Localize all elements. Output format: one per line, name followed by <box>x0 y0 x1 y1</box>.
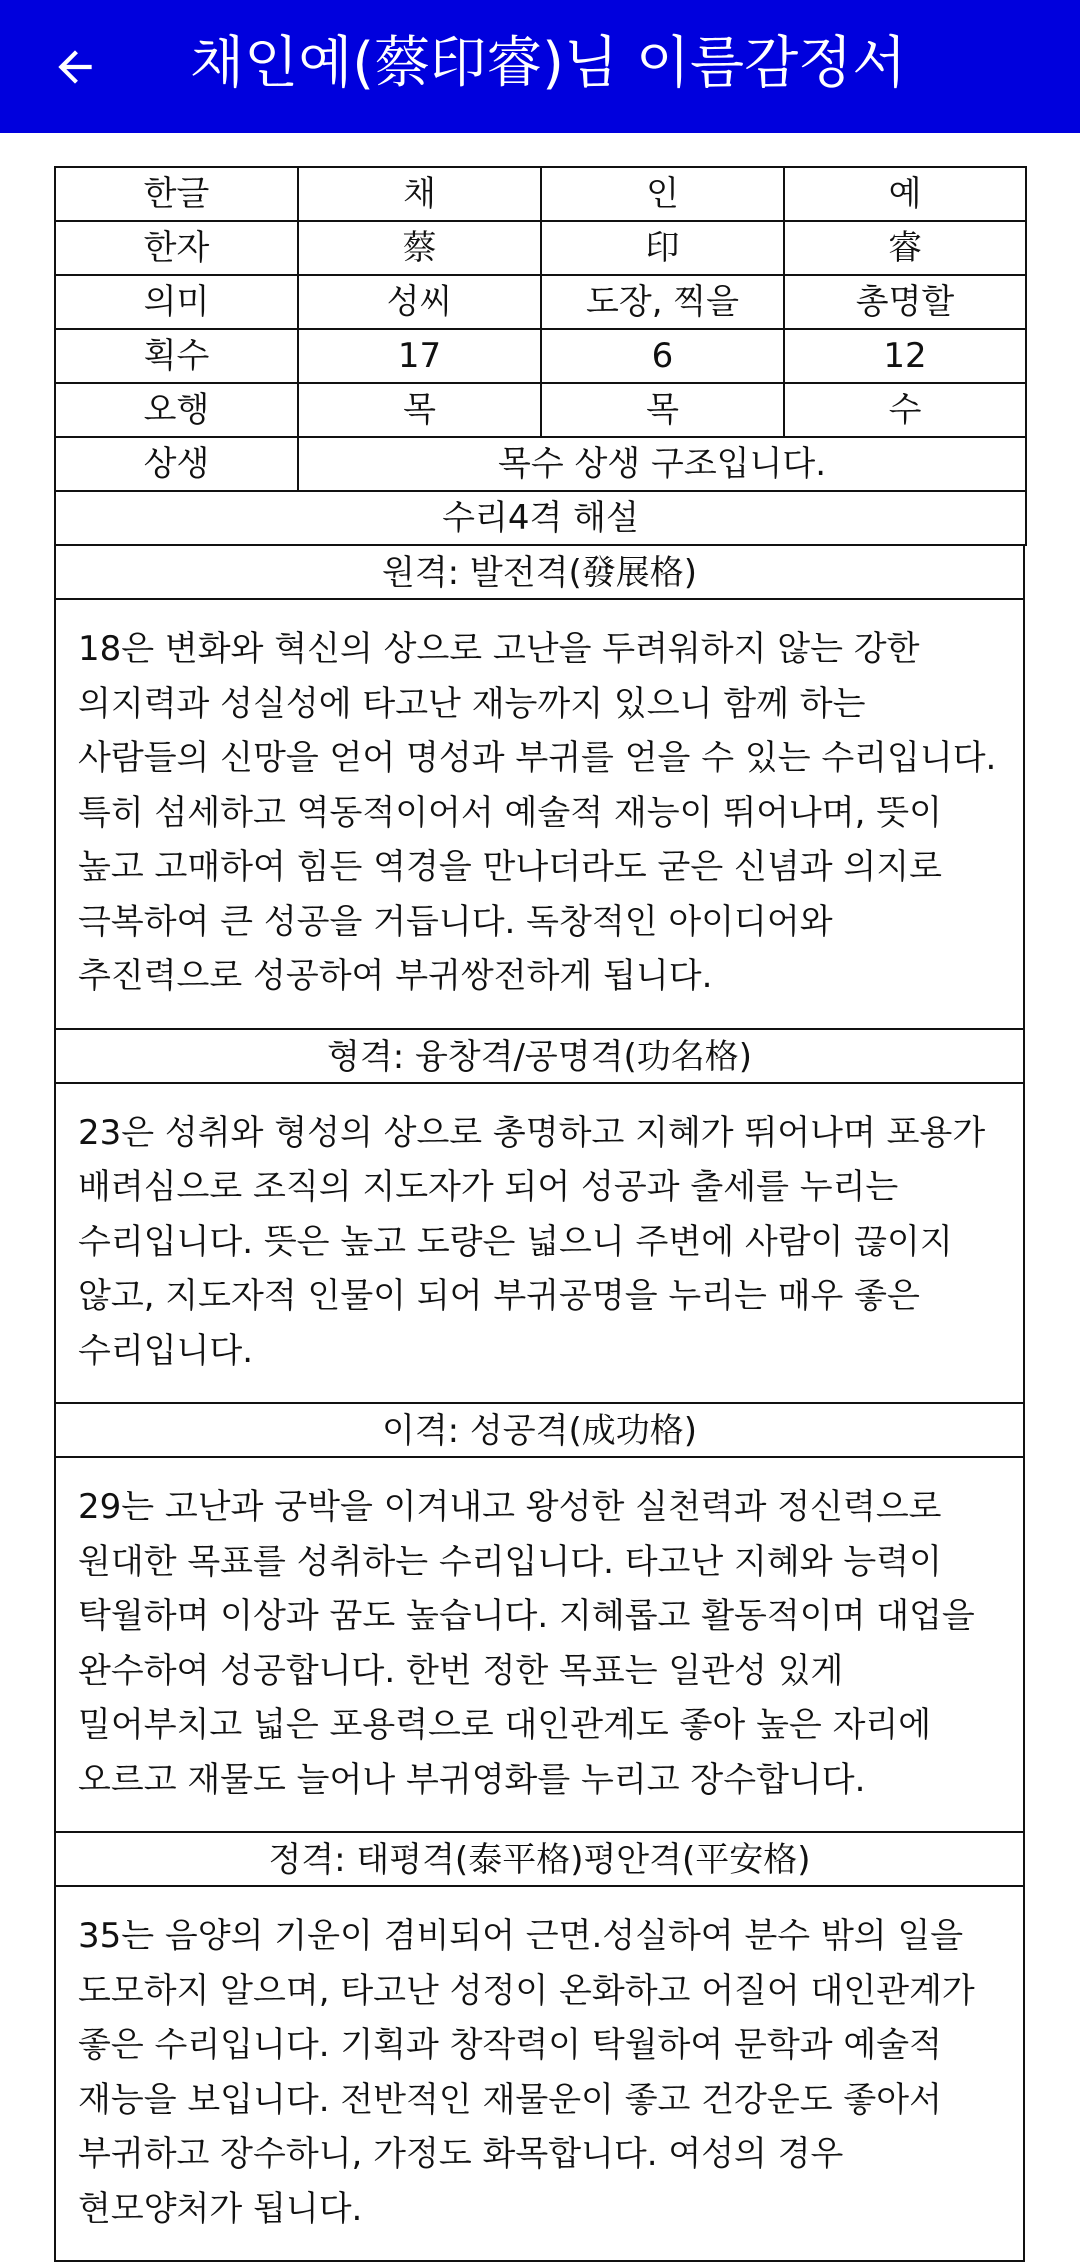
section-body-igyeok: 29는 고난과 궁박을 이겨내고 왕성한 실천력과 정신력으로 원대한 목표를 성취하는 수리입니다. 타고난 지혜와 능력이 탁월하며 이상과 꿈도 높습니다. 지혜롭고 활동적이며 대업을 완수하여 성공합니다. 한번 정한 목표는 일관성 있게 밀어부치고 넓은 포용력으로 대인관계도 좋아 높은 자리에 오르고 재물도 늘어나 부귀영화를 누리고 장수합니다. <box>54 1458 1025 1833</box>
table-cell: 성씨 <box>298 275 541 329</box>
table-cell: 17 <box>298 329 541 383</box>
row-meaning <box>55 275 1026 329</box>
row-label: 획수 <box>55 329 298 383</box>
table-cell: 예 <box>784 167 1026 221</box>
table-cell: 睿 <box>784 221 1026 275</box>
table-cell: 도장, 찍을 <box>541 275 784 329</box>
name-table <box>54 166 1027 546</box>
row-label: 한자 <box>55 221 298 275</box>
row-hangul <box>55 167 1026 221</box>
suri-header: 수리4격 해설 <box>55 491 1026 545</box>
row-label: 한글 <box>55 167 298 221</box>
row-suri-header <box>55 491 1026 545</box>
table-cell: 목 <box>541 383 784 437</box>
arrow-left-icon <box>50 42 100 92</box>
section-body-wongyeok: 18은 변화와 혁신의 상으로 고난을 두려워하지 않는 강한 의지력과 성실성에 타고난 재능까지 있으니 함께 하는 사람들의 신망을 얻어 명성과 부귀를 얻을 수 있는 수리입니다. 특히 섬세하고 역동적이어서 예술적 재능이 뛰어나며, 뜻이 높고 고매하여 힘든 역경을 만나더라도 굳은 신념과 의지로 극복하여 큰 성공을 거듭니다. 독창적인 아이디어와 추진력으로 성공하여 부귀쌍전하게 됩니다. <box>54 600 1025 1030</box>
section-title-igyeok: 이격: 성공격(成功格) <box>54 1404 1025 1458</box>
row-label: 오행 <box>55 383 298 437</box>
row-label: 의미 <box>55 275 298 329</box>
table-cell: 蔡 <box>298 221 541 275</box>
table-cell: 총명할 <box>784 275 1026 329</box>
page-title: 채인예(蔡印睿)님 이름감정서 <box>190 31 907 96</box>
section-title-jeonggyeok: 정격: 태평격(泰平格)평안격(平安格) <box>54 1833 1025 1887</box>
section-body-hyeonggyeok: 23은 성취와 형성의 상으로 총명하고 지혜가 뛰어나며 포용가 배려심으로 조직의 지도자가 되어 성공과 출세를 누리는 수리입니다. 뜻은 높고 도량은 넓으니 주변에 사람이 끊이지 않고, 지도자적 인물이 되어 부귀공명을 누리는 매우 좋은 수리입니다. <box>54 1084 1025 1405</box>
section-body-jeonggyeok: 35는 음양의 기운이 겸비되어 근면.성실하여 분수 밖의 일을 도모하지 알으며, 타고난 성정이 온화하고 어질어 대인관계가 좋은 수리입니다. 기획과 창작력이 탁월하여 문학과 예술적 재능을 보입니다. 전반적인 재물운이 좋고 건강운도 좋아서 부귀하고 장수하니, 가정도 화목합니다. 여성의 경우 현모양처가 됩니다. <box>54 1887 1025 2262</box>
row-sangsaeng <box>55 437 1026 491</box>
table-cell: 목 <box>298 383 541 437</box>
back-button[interactable] <box>38 30 112 104</box>
section-title-hyeonggyeok: 형격: 융창격/공명격(功名格) <box>54 1030 1025 1084</box>
section-title-wongyeok: 원격: 발전격(發展格) <box>54 546 1025 600</box>
sangsaeng-value: 목수 상생 구조입니다. <box>298 437 1026 491</box>
table-cell: 6 <box>541 329 784 383</box>
row-label: 상생 <box>55 437 298 491</box>
app-bar <box>0 0 1080 133</box>
table-cell: 인 <box>541 167 784 221</box>
row-ohaeng <box>55 383 1026 437</box>
row-hanja <box>55 221 1026 275</box>
table-cell: 수 <box>784 383 1026 437</box>
table-cell: 12 <box>784 329 1026 383</box>
row-strokes <box>55 329 1026 383</box>
name-report <box>54 166 1025 2262</box>
table-cell: 채 <box>298 167 541 221</box>
table-cell: 印 <box>541 221 784 275</box>
